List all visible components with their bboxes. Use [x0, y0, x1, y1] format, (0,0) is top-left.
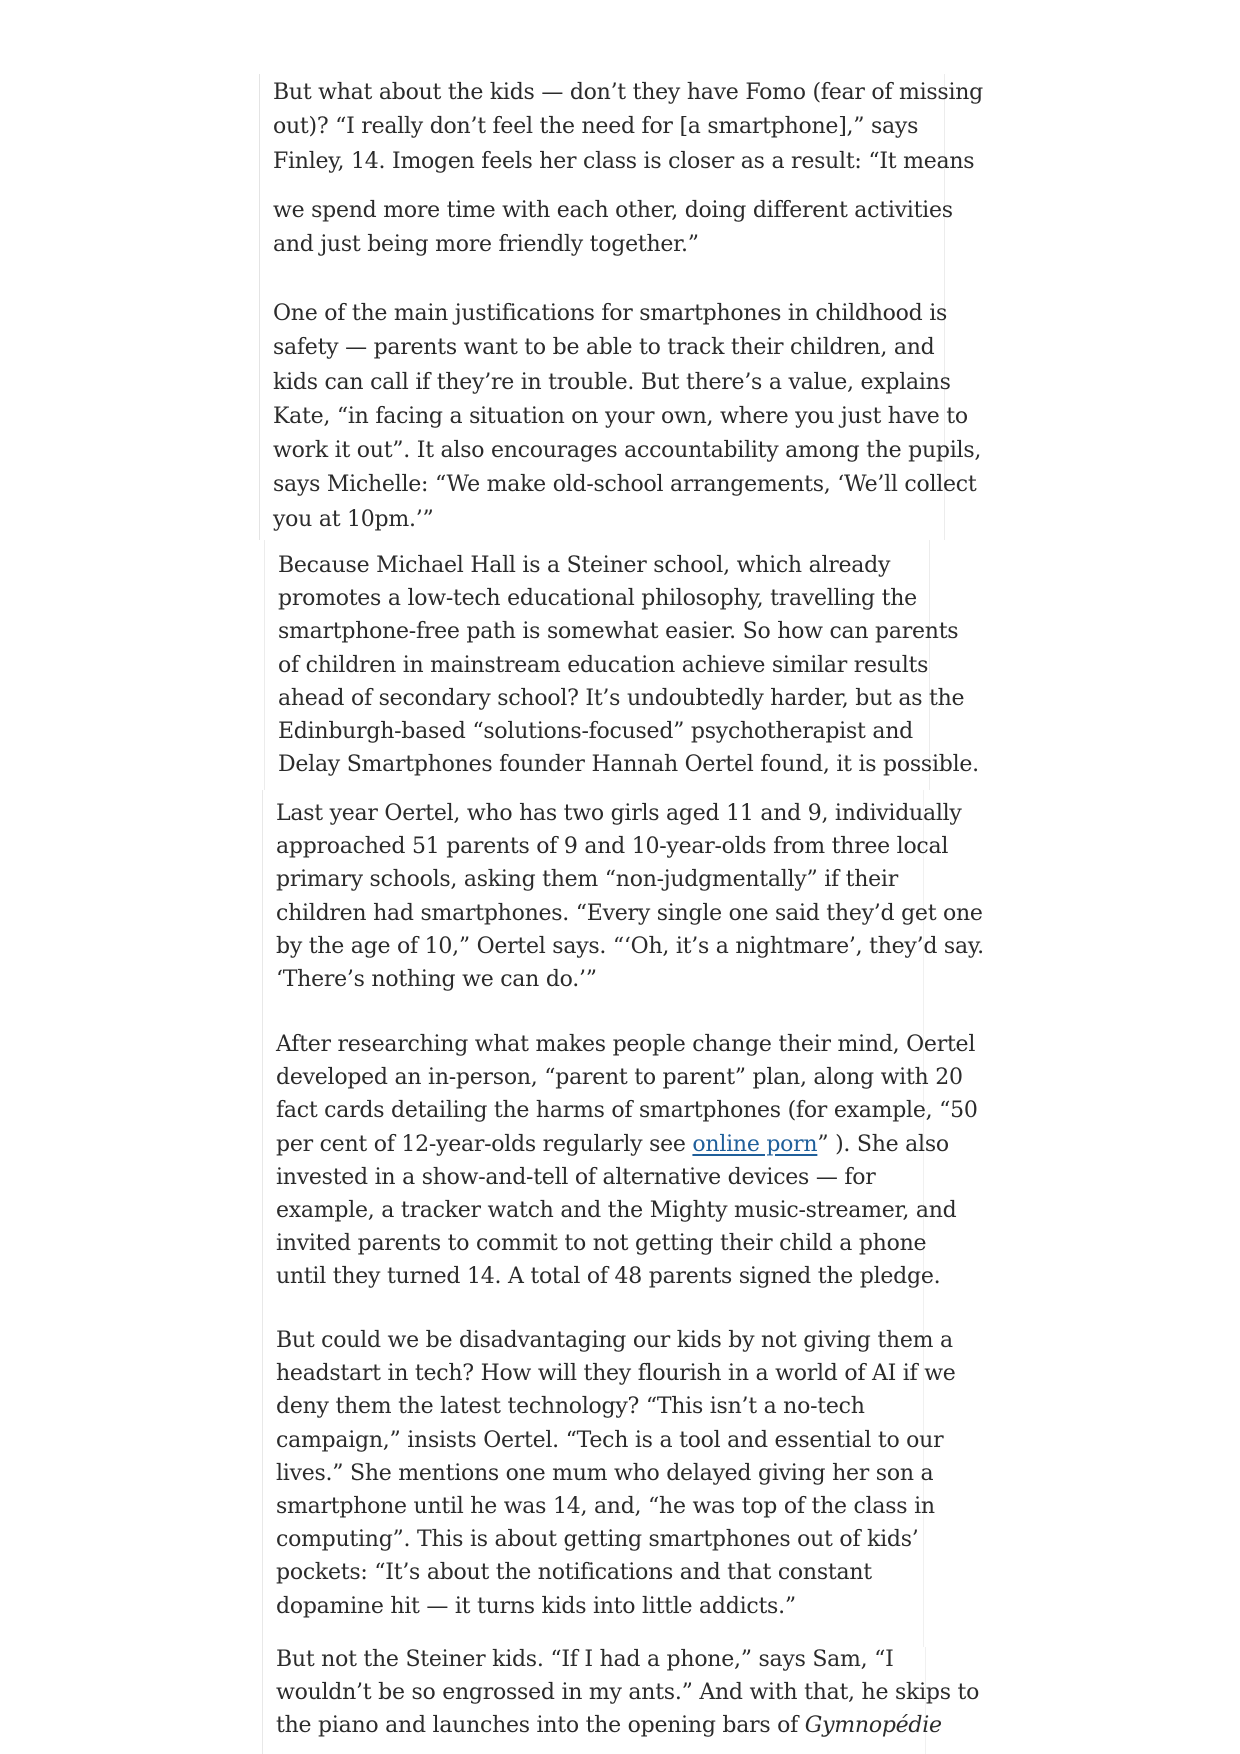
text-line: says Michelle: “We make old-school arrangements, ‘We’ll collect: [273, 472, 977, 498]
paragraph-fomo-continued: [273, 194, 953, 263]
text-line: lives.” She mentions one mum who delayed giving her son a: [276, 1460, 934, 1486]
text-line: kids can call if they’re in trouble. But there’s a value, explains: [273, 369, 951, 395]
text-line: until they turned 14. A total of 48 parents signed the pledge.: [276, 1264, 941, 1290]
paragraph-steiner-school: [278, 549, 979, 781]
text-line: safety — parents want to be able to track their children, and: [273, 335, 935, 361]
text-line: children had smartphones. “Every single one said they’d get one: [276, 900, 983, 926]
text-line: Last year Oertel, who has two girls aged 11 and 9, individually: [276, 801, 962, 826]
text-line: primary schools, asking them “non-judgmentally” if their: [276, 867, 898, 893]
text-line: One of the main justifications for smartphones in childhood is: [273, 301, 948, 326]
text-line: dopamine hit — it turns kids into little addicts.”: [276, 1593, 796, 1619]
text-line: deny them the latest technology? “This isn’t a no-tech: [276, 1394, 865, 1420]
paragraph-tech-headstart: [276, 1324, 956, 1623]
text-line: fact cards detailing the harms of smartphones (for example, “50: [276, 1098, 978, 1124]
paragraph-parent-plan: [276, 1028, 978, 1294]
text-line: Delay Smartphones founder Hannah Oertel found, it is possible.: [278, 752, 979, 778]
paragraph-fomo: [273, 76, 983, 179]
text-line: Because Michael Hall is a Steiner school, which already: [278, 553, 891, 578]
text-line: by the age of 10,” Oertel says. “‘Oh, it’s a nightmare’, they’d say.: [276, 933, 984, 959]
text-fragment: per cent of 12-year-olds regularly see: [276, 1131, 693, 1157]
text-line: of children in mainstream education achieve similar results: [278, 652, 929, 678]
text-line: approached 51 parents of 9 and 10-year-olds from three local: [276, 834, 949, 860]
text-line: But what about the kids — don’t they have Fomo (fear of missing: [273, 80, 983, 105]
text-line: ahead of secondary school? It’s undoubtedly harder, but as the: [278, 685, 965, 711]
text-line: But could we be disadvantaging our kids by not giving them a: [276, 1328, 953, 1353]
text-line: smartphone-free path is somewhat easier. So how can parents: [278, 619, 959, 645]
text-line: Edinburgh-based “solutions-focused” psychotherapist and: [278, 719, 913, 745]
text-line: Kate, “in facing a situation on your own, where you just have to: [273, 403, 968, 429]
text-line: invested in a show-and-tell of alternative devices — for: [276, 1164, 876, 1190]
text-line-with-link: [276, 1128, 978, 1161]
paragraph-steiner-kids: [276, 1643, 979, 1743]
paragraph-safety: [273, 297, 981, 537]
text-line: pockets: “It’s about the notifications and that constant: [276, 1560, 872, 1586]
text-line: headstart in tech? How will they flourish in a world of AI if we: [276, 1361, 956, 1387]
text-line: you at 10pm.’”: [273, 506, 434, 532]
text-line: example, a tracker watch and the Mighty music-streamer, and: [276, 1198, 957, 1224]
text-line: campaign,” insists Oertel. “Tech is a tool and essential to our: [276, 1427, 944, 1453]
text-line: invited parents to commit to not getting their child a phone: [276, 1231, 927, 1257]
text-fragment: the piano and launches into the opening bars of: [276, 1713, 805, 1739]
text-line: But not the Steiner kids. “If I had a phone,” says Sam, “I: [276, 1647, 894, 1672]
music-title: Gymnopédie: [804, 1713, 942, 1739]
paragraph-oertel-survey: [276, 797, 984, 996]
online-porn-link[interactable]: online porn: [692, 1131, 818, 1157]
text-line: Finley, 14. Imogen feels her class is closer as a result: “It means: [273, 148, 975, 174]
text-line: and just being more friendly together.”: [273, 232, 699, 258]
text-line: work it out”. It also encourages accountability among the pupils,: [273, 438, 982, 464]
text-line: developed an in-person, “parent to parent” plan, along with 20: [276, 1065, 963, 1091]
text-line: promotes a low-tech educational philosophy, travelling the: [278, 586, 917, 612]
text-line: computing”. This is about getting smartphones out of kids’: [276, 1527, 919, 1553]
text-line: we spend more time with each other, doing different activities: [273, 198, 953, 223]
text-line: ‘There’s nothing we can do.’”: [276, 967, 597, 993]
text-line: After researching what makes people change their mind, Oertel: [276, 1032, 976, 1057]
text-line-with-title: [276, 1709, 979, 1742]
text-line: out)? “I really don’t feel the need for [a smartphone],” says: [273, 114, 919, 140]
text-line: smartphone until he was 14, and, “he was top of the class in: [276, 1494, 935, 1520]
text-line: wouldn’t be so engrossed in my ants.” And with that, he skips to: [276, 1680, 980, 1706]
text-fragment: ” ). She also: [817, 1131, 949, 1157]
